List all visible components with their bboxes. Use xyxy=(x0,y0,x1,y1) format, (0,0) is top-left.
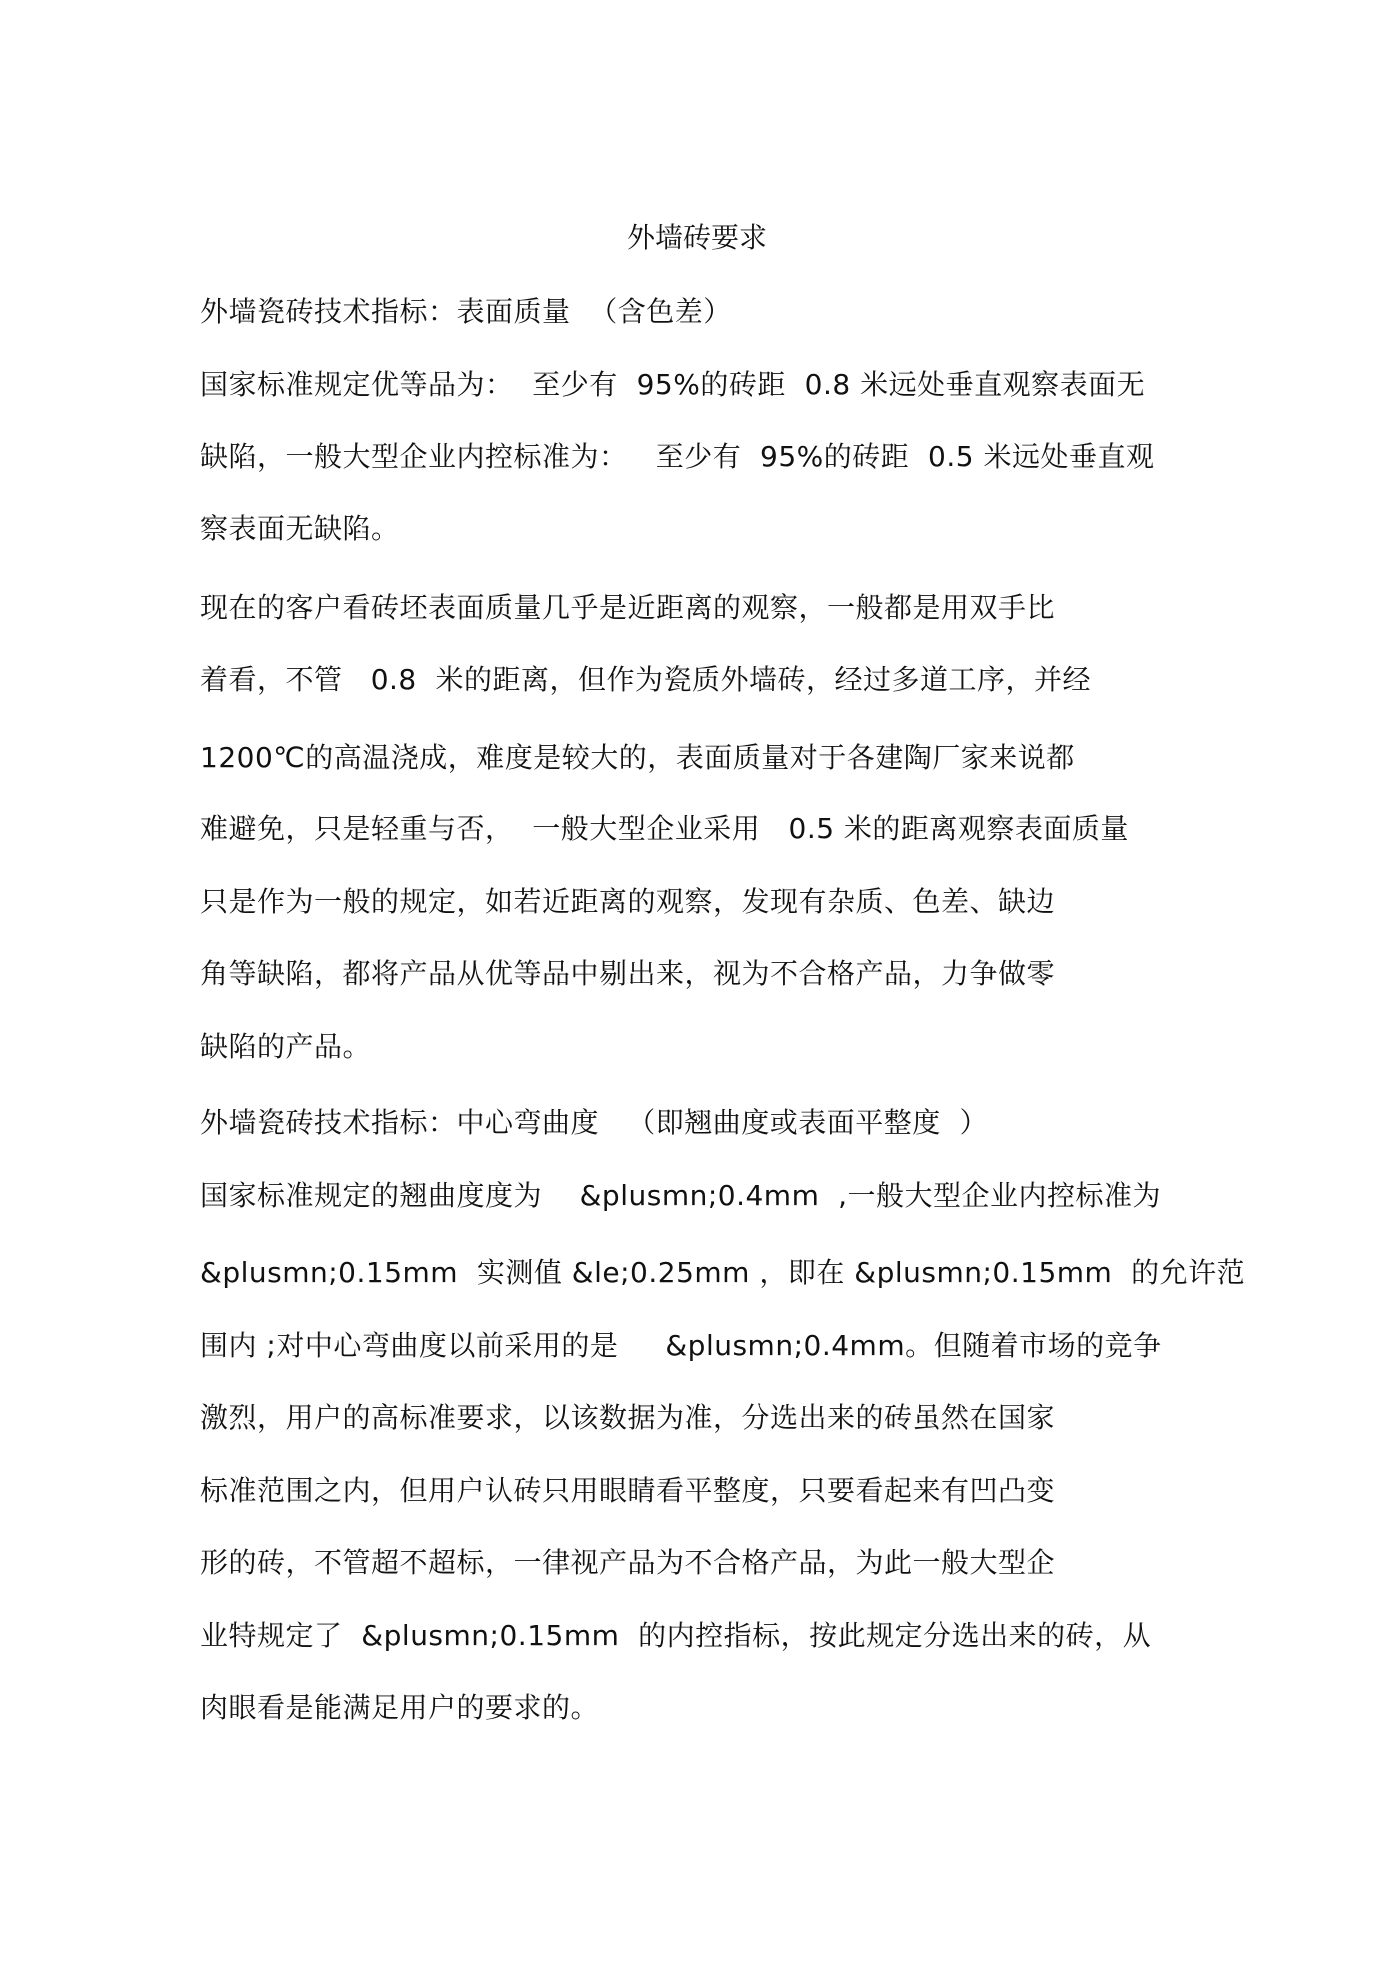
paragraph-line: 国家标准规定优等品为： 至少有 95%的砖距 0.8 米远处垂直观察表面无 xyxy=(200,368,1146,401)
paragraph-line: 只是作为一般的规定，如若近距离的观察，发现有杂质、色差、缺边 xyxy=(200,885,1056,918)
paragraph-line: 业特规定了 &plusmn;0.15mm 的内控指标，按此规定分选出来的砖，从 xyxy=(200,1619,1152,1652)
section-heading-surface-quality: 外墙瓷砖技术指标：表面质量 （含色差） xyxy=(200,295,732,328)
paragraph-line: 形的砖，不管超不超标，一律视产品为不合格产品，为此一般大型企 xyxy=(200,1546,1056,1579)
paragraph-line: 标准范围之内，但用户认砖只用眼睛看平整度，只要看起来有凹凸变 xyxy=(200,1474,1056,1507)
section-heading-center-curvature: 外墙瓷砖技术指标：中心弯曲度 （即翘曲度或表面平整度 ） xyxy=(200,1106,989,1139)
paragraph-line: 角等缺陷，都将产品从优等品中剔出来，视为不合格产品，力争做零 xyxy=(200,957,1056,990)
paragraph-line: 激烈，用户的高标准要求，以该数据为准，分选出来的砖虽然在国家 xyxy=(200,1401,1056,1434)
paragraph-line: 缺陷的产品。 xyxy=(200,1030,372,1063)
paragraph-line: 围内 ;对中心弯曲度以前采用的是 &plusmn;0.4mm。但随着市场的竞争 xyxy=(200,1329,1162,1362)
paragraph-line: &plusmn;0.15mm 实测值 &le;0.25mm ，即在 &plusmn;0.15mm 的允许范 xyxy=(200,1256,1246,1289)
paragraph-line: 着看，不管 0.8 米的距离，但作为瓷质外墙砖，经过多道工序，并经 xyxy=(200,663,1092,696)
paragraph-line: 缺陷，一般大型企业内控标准为： 至少有 95%的砖距 0.5 米远处垂直观 xyxy=(200,440,1155,473)
paragraph-line: 肉眼看是能满足用户的要求的。 xyxy=(200,1691,600,1724)
paragraph-line: 难避免，只是轻重与否， 一般大型企业采用 0.5 米的距离观察表面质量 xyxy=(200,812,1129,845)
paragraph-line: 察表面无缺陷。 xyxy=(200,512,400,545)
document-title: 外墙砖要求 xyxy=(626,221,767,254)
paragraph-line: 国家标准规定的翘曲度度为 &plusmn;0.4mm ,一般大型企业内控标准为 xyxy=(200,1179,1162,1212)
paragraph-line: 现在的客户看砖坯表面质量几乎是近距离的观察，一般都是用双手比 xyxy=(200,591,1056,624)
paragraph-line: 1200℃的高温浇成，难度是较大的，表面质量对于各建陶厂家来说都 xyxy=(200,741,1075,774)
